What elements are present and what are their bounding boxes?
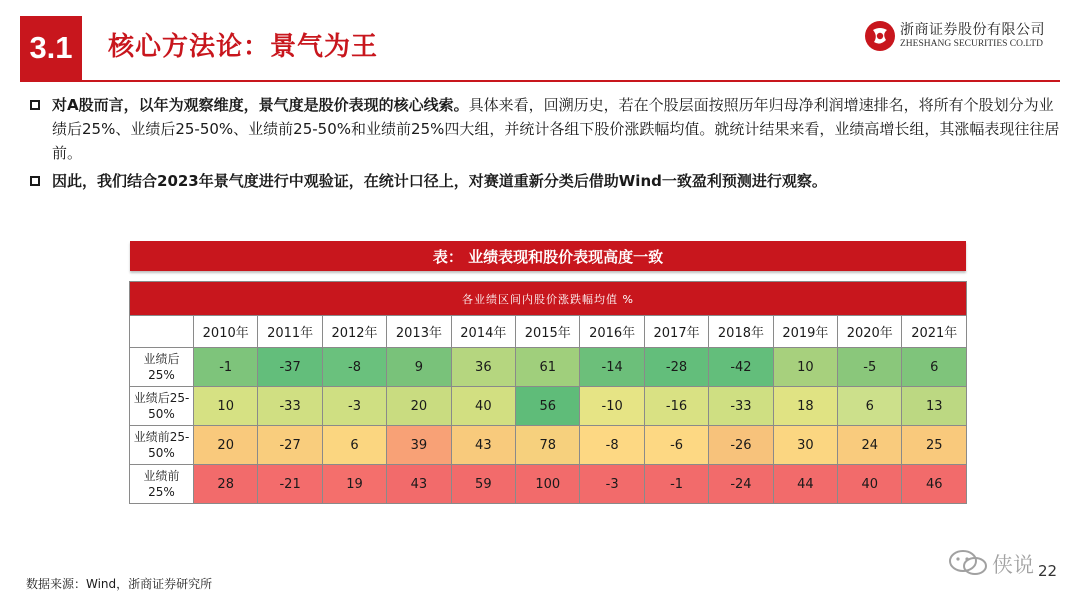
watermark-text: 侠说	[992, 553, 1034, 577]
bullet-lead: 对A股而言，以年为观察维度，景气度是股价表现的核心线索。	[52, 96, 469, 114]
value-cell: -3	[322, 387, 386, 426]
year-header: 2014年	[451, 316, 515, 348]
value-cell: -10	[580, 387, 644, 426]
value-cell: 6	[902, 348, 967, 387]
value-cell: -3	[580, 465, 644, 504]
year-header: 2020年	[838, 316, 902, 348]
value-cell: -5	[838, 348, 902, 387]
table-title-banner: 表： 业绩表现和股价表现高度一致	[130, 241, 966, 271]
bullet-lead: 因此，我们结合2023年景气度进行中观验证，在统计口径上，对赛道重新分类后借助Wind一致盈利预测进行观察。	[52, 172, 827, 190]
value-cell: 30	[773, 426, 837, 465]
row-label-line1: 业绩后	[143, 352, 180, 366]
table-row	[130, 348, 967, 387]
value-cell: 18	[773, 387, 837, 426]
page-title: 核心方法论：景气为王	[108, 32, 379, 62]
year-header: 2017年	[644, 316, 708, 348]
table-row	[130, 465, 967, 504]
table-caption: 各业绩区间内股价涨跌幅均值 %	[130, 282, 967, 316]
value-cell: -8	[322, 348, 386, 387]
row-label-line1: 业绩前	[143, 469, 180, 483]
value-cell: 100	[516, 465, 580, 504]
value-cell: 13	[902, 387, 967, 426]
value-cell: -24	[709, 465, 773, 504]
year-header: 2011年	[258, 316, 322, 348]
bullet-text: 具体来看，回溯历史，若在个股层面按照历年归母净利润增速排名，将所有个股划分为业绩后25%、业绩后25-50%、业绩前25-50%和业绩前25%四大组，并统计各组下股价涨跌幅均值。就统计结果来看，业绩高增长组，其涨幅表现往往居前。	[52, 96, 1060, 162]
square-bullet-icon	[30, 176, 40, 186]
value-cell: 56	[516, 387, 580, 426]
wechat-icon	[948, 549, 988, 577]
table-row	[130, 387, 967, 426]
row-label-line2: 50%	[148, 446, 175, 460]
table-row	[130, 426, 967, 465]
value-cell: -37	[258, 348, 322, 387]
value-cell: 59	[451, 465, 515, 504]
square-bullet-icon	[30, 100, 40, 110]
company-logo	[864, 18, 1064, 58]
value-cell: -14	[580, 348, 644, 387]
value-cell: 10	[773, 348, 837, 387]
value-cell: 20	[387, 387, 451, 426]
bullet-item	[26, 169, 1066, 193]
value-cell: -6	[644, 426, 708, 465]
year-header: 2012年	[322, 316, 386, 348]
value-cell: -1	[644, 465, 708, 504]
row-label-line2: 50%	[148, 407, 175, 421]
value-cell: 39	[387, 426, 451, 465]
table-corner-cell	[130, 316, 194, 348]
value-cell: 24	[838, 426, 902, 465]
table-header-row	[130, 316, 967, 348]
value-cell: 9	[387, 348, 451, 387]
row-label	[130, 348, 194, 387]
year-header: 2021年	[902, 316, 967, 348]
performance-table	[129, 281, 967, 504]
section-number: 3.1	[20, 16, 82, 80]
year-header: 2018年	[709, 316, 773, 348]
value-cell: 10	[194, 387, 258, 426]
value-cell: -8	[580, 426, 644, 465]
row-label-line2: 25%	[148, 485, 175, 499]
year-header: 2010年	[194, 316, 258, 348]
row-label	[130, 387, 194, 426]
value-cell: 43	[451, 426, 515, 465]
page-number: 22	[1038, 562, 1058, 580]
value-cell: -26	[709, 426, 773, 465]
company-name-en: ZHESHANG SECURITIES CO.LTD	[900, 39, 1043, 49]
value-cell: 78	[516, 426, 580, 465]
value-cell: -21	[258, 465, 322, 504]
value-cell: 19	[322, 465, 386, 504]
value-cell: -33	[258, 387, 322, 426]
value-cell: -16	[644, 387, 708, 426]
value-cell: 36	[451, 348, 515, 387]
year-header: 2016年	[580, 316, 644, 348]
wechat-watermark	[948, 547, 1046, 579]
zheshang-logo-icon	[864, 20, 896, 52]
value-cell: 43	[387, 465, 451, 504]
value-cell: -28	[644, 348, 708, 387]
company-name-cn: 浙商证券股份有限公司	[900, 22, 1045, 38]
value-cell: -33	[709, 387, 773, 426]
value-cell: 25	[902, 426, 967, 465]
year-header: 2019年	[773, 316, 837, 348]
value-cell: 20	[194, 426, 258, 465]
value-cell: 61	[516, 348, 580, 387]
value-cell: 6	[838, 387, 902, 426]
bullet-list	[26, 93, 1066, 197]
value-cell: 6	[322, 426, 386, 465]
value-cell: 44	[773, 465, 837, 504]
value-cell: -27	[258, 426, 322, 465]
year-header: 2015年	[516, 316, 580, 348]
row-label-line1: 业绩后25-	[133, 391, 190, 405]
value-cell: -1	[194, 348, 258, 387]
row-label	[130, 465, 194, 504]
year-header: 2013年	[387, 316, 451, 348]
title-divider	[20, 80, 1060, 82]
value-cell: 46	[902, 465, 967, 504]
row-label-line2: 25%	[148, 368, 175, 382]
value-cell: -42	[709, 348, 773, 387]
value-cell: 40	[838, 465, 902, 504]
row-label	[130, 426, 194, 465]
bullet-item	[26, 93, 1066, 165]
data-source: 数据来源：Wind，浙商证券研究所	[26, 577, 213, 591]
row-label-line1: 业绩前25-	[133, 430, 190, 444]
value-cell: 28	[194, 465, 258, 504]
value-cell: 40	[451, 387, 515, 426]
